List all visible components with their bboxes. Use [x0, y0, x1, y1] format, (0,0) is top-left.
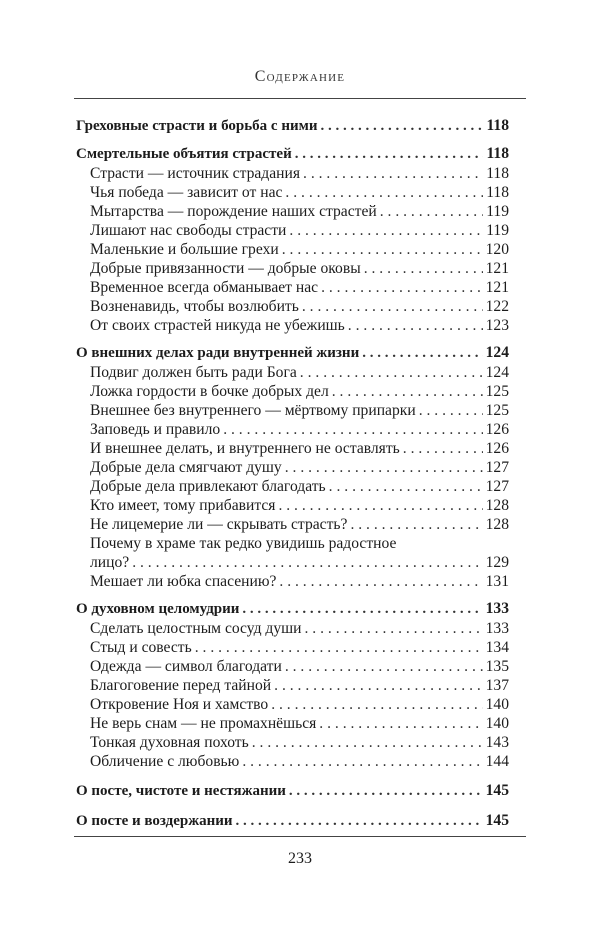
- toc-entry-title: Одежда — символ благодати: [90, 658, 282, 675]
- dot-leader: [282, 240, 483, 259]
- dot-leader: [132, 553, 482, 572]
- toc-entry-title: Добрые привязанности — добрые оковы: [90, 260, 361, 277]
- toc-entry-title: Внешнее без внутреннего — мёртвому припарки: [90, 402, 416, 419]
- toc-entry-title: Заповедь и правило: [90, 421, 221, 438]
- toc-entry-title: Не лицемерие ли — скрывать страсть?: [90, 516, 348, 533]
- dot-leader: [285, 183, 483, 202]
- dot-leader: [362, 344, 482, 363]
- toc-entry-title: Добрые дела смягчают душу: [90, 459, 282, 476]
- toc-entry[interactable]: [76, 695, 509, 714]
- toc-entry-title: Ложка гордости в бочке добрых дел: [90, 383, 329, 400]
- dot-leader: [332, 382, 483, 401]
- toc-entry-page: 121: [485, 260, 509, 277]
- toc-entry-title: Добрые дела привлекают благодать: [90, 478, 326, 495]
- dot-leader: [419, 401, 483, 420]
- toc-entry-title: Страсти — источник страдания: [90, 165, 301, 182]
- dot-leader: [295, 145, 484, 164]
- toc-entry-title: Греховные страсти и борьба с ними: [76, 118, 318, 134]
- toc-entry-title: Мешает ли юбка спасению?: [90, 573, 277, 590]
- section-gap: [76, 591, 509, 599]
- toc-entry-page: 137: [485, 677, 509, 694]
- toc-section-entry[interactable]: [76, 811, 509, 831]
- toc-entry[interactable]: [76, 477, 509, 496]
- toc-entry-page: 140: [485, 696, 509, 713]
- dot-leader: [195, 638, 483, 657]
- toc-entry-page: 135: [485, 658, 509, 675]
- toc-entry-page: 126: [485, 421, 509, 438]
- footer-rule: [74, 836, 526, 837]
- toc-entry-page: 125: [485, 402, 509, 419]
- dot-leader: [320, 117, 483, 136]
- toc-entry-title: От своих страстей никуда не убежишь: [90, 317, 345, 334]
- toc-entry-title: И внешнее делать, и внутреннего не оставлять: [90, 440, 400, 457]
- toc-section-entry[interactable]: [76, 599, 509, 619]
- toc-entry-page: 134: [485, 639, 509, 656]
- dot-leader: [329, 477, 483, 496]
- toc-entry[interactable]: [76, 553, 509, 572]
- dot-leader: [364, 259, 483, 278]
- running-header: Содержание: [254, 68, 346, 85]
- toc-entry-title: Мытарства — порождение наших страстей: [90, 203, 377, 220]
- toc-entry-page: 131: [485, 573, 509, 590]
- toc-entry[interactable]: [76, 316, 509, 335]
- toc-entry-title: О посте, чистоте и нестяжании: [76, 783, 286, 799]
- toc-entry[interactable]: [76, 221, 509, 240]
- toc-entry-page: 125: [485, 383, 509, 400]
- toc-entry-page: 129: [485, 554, 509, 571]
- toc-entry-page: 120: [485, 241, 509, 258]
- toc-entry[interactable]: [76, 297, 509, 316]
- toc-entry-page: 143: [485, 734, 509, 751]
- toc-entry[interactable]: [76, 183, 509, 202]
- dot-leader: [303, 164, 483, 183]
- toc-entry[interactable]: [76, 657, 509, 676]
- toc-entry-page: 145: [485, 812, 509, 829]
- toc-entry-page: 133: [485, 620, 509, 637]
- toc-entry[interactable]: [76, 202, 509, 221]
- dot-leader: [302, 297, 483, 316]
- toc-entry[interactable]: [76, 572, 509, 591]
- toc-entry[interactable]: [76, 676, 509, 695]
- toc-entry-page: 140: [485, 715, 509, 732]
- toc-entry-page: 128: [485, 497, 509, 514]
- toc-entry-title: Откровение Ноя и хамство: [90, 696, 269, 713]
- toc-entry-page: 119: [486, 222, 509, 239]
- toc-entry-title: Тонкая духовная похоть: [90, 734, 249, 751]
- toc-section-entry[interactable]: [76, 781, 509, 801]
- toc-entry-title: Временное всегда обманывает нас: [90, 279, 319, 296]
- dot-leader: [223, 420, 482, 439]
- toc-entry-page: 128: [485, 516, 509, 533]
- toc-section-entry[interactable]: [76, 343, 509, 363]
- toc-entry-title: Сделать целостным сосуд души: [90, 620, 302, 637]
- toc-entry[interactable]: [76, 638, 509, 657]
- toc-entry-title: Обличение с любовью: [90, 753, 240, 770]
- dot-leader: [242, 752, 482, 771]
- toc-entry-title: Смертельные объятия страстей: [76, 146, 292, 162]
- toc-entry-title: Возненавидь, чтобы возлюбить: [90, 298, 299, 315]
- page-number: 233: [288, 850, 312, 867]
- dot-leader: [300, 363, 483, 382]
- dot-leader: [271, 695, 482, 714]
- dot-leader: [305, 619, 483, 638]
- toc-entry-title: Стыд и совесть: [90, 639, 192, 656]
- toc-entry-page: 122: [485, 298, 509, 315]
- toc-entry-title: Кто имеет, тому прибавится: [90, 497, 276, 514]
- toc-entry[interactable]: [76, 363, 509, 382]
- dot-leader: [348, 316, 483, 335]
- section-gap: [76, 771, 509, 781]
- toc-entry[interactable]: [76, 382, 509, 401]
- toc-entry[interactable]: [76, 515, 509, 534]
- toc-entry[interactable]: [76, 439, 509, 458]
- toc-entry-page: 118: [486, 184, 509, 201]
- toc-section-entry[interactable]: [76, 116, 509, 136]
- toc-entry-page: 123: [485, 317, 509, 334]
- toc-entry-page: 127: [485, 478, 509, 495]
- toc-entry[interactable]: [76, 714, 509, 733]
- toc-entry-page: 145: [485, 782, 509, 799]
- section-gap: [76, 801, 509, 811]
- toc-entry[interactable]: [76, 752, 509, 771]
- dot-leader: [278, 496, 482, 515]
- toc-entry-page: 144: [485, 753, 509, 770]
- toc-entry-page: 118: [486, 165, 509, 182]
- toc-section-entry[interactable]: [76, 144, 509, 164]
- table-of-contents: [76, 116, 509, 831]
- dot-leader: [274, 676, 482, 695]
- toc-entry[interactable]: [76, 240, 509, 259]
- toc-entry[interactable]: [76, 401, 509, 420]
- toc-entry[interactable]: [76, 164, 509, 183]
- toc-entry-title: Лишают нас свободы страсти: [90, 222, 287, 239]
- dot-leader: [289, 221, 483, 240]
- dot-leader: [285, 458, 483, 477]
- dot-leader: [321, 278, 483, 297]
- toc-entry-title: Не верь снам — не промахнёшься: [90, 715, 317, 732]
- toc-entry-page: 119: [486, 203, 509, 220]
- toc-entry-page: 118: [486, 117, 509, 134]
- dot-leader: [242, 600, 482, 619]
- toc-entry-page: 126: [485, 440, 509, 457]
- toc-entry-title-line: Почему в храме так редко увидишь радостное: [90, 535, 397, 552]
- dot-leader: [403, 439, 483, 458]
- toc-entry-title: Благоговение перед тайной: [90, 677, 272, 694]
- toc-entry-title: лицо?: [90, 554, 130, 571]
- dot-leader: [285, 657, 483, 676]
- toc-entry[interactable]: [76, 278, 509, 297]
- toc-entry[interactable]: [76, 496, 509, 515]
- toc-entry-title: О духовном целомудрии: [76, 601, 240, 617]
- toc-entry-title: Подвиг должен быть ради Бога: [90, 364, 297, 381]
- toc-entry-title: О внешних делах ради внутренней жизни: [76, 345, 360, 361]
- toc-entry-page: 121: [485, 279, 509, 296]
- dot-leader: [350, 515, 482, 534]
- toc-entry-title: Маленькие и большие грехи: [90, 241, 279, 258]
- dot-leader: [252, 733, 483, 752]
- section-gap: [76, 335, 509, 343]
- toc-entry-page: 118: [486, 145, 509, 162]
- section-gap: [76, 136, 509, 144]
- dot-leader: [319, 714, 482, 733]
- toc-entry-page: 133: [485, 600, 509, 617]
- toc-entry[interactable]: [76, 619, 509, 638]
- dot-leader: [380, 202, 483, 221]
- toc-entry[interactable]: [76, 458, 509, 477]
- toc-entry-page: 124: [485, 364, 509, 381]
- toc-entry[interactable]: [76, 420, 509, 439]
- dot-leader: [289, 782, 483, 801]
- dot-leader: [279, 572, 482, 591]
- toc-entry-title: О посте и воздержании: [76, 813, 233, 829]
- toc-entry-title: Чья победа — зависит от нас: [90, 184, 283, 201]
- header-rule: [74, 98, 526, 99]
- toc-entry-page: 124: [485, 344, 509, 361]
- dot-leader: [236, 812, 483, 831]
- toc-entry-page: 127: [485, 459, 509, 476]
- toc-entry[interactable]: [76, 259, 509, 278]
- toc-entry[interactable]: [76, 733, 509, 752]
